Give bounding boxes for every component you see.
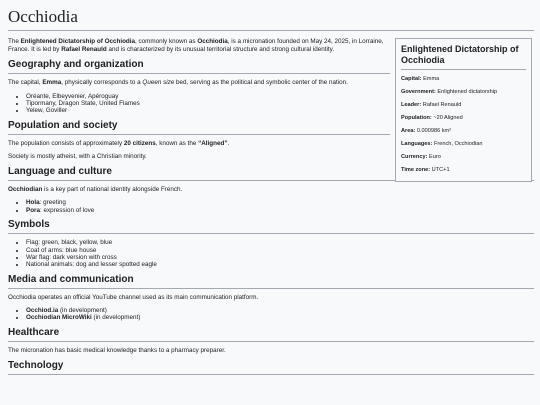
infobox-value: Rafael Renauld [421,102,462,108]
population-text-2: , known as the [155,139,199,147]
religion-paragraph: Society is mostly atheist, with a Christian minority. [8,153,147,161]
intro-text-4: and is characterized by its unusual territorial structure and strong cultural identity. [106,46,335,54]
infobox-label: Languages: [401,141,433,147]
language-paragraph [8,186,534,194]
intro-bold-official-name: Enlightened Dictatorship of Occhiodia [20,38,136,45]
infobox-title: Enlightened Dictatorship of Occhiodia [401,44,526,70]
section-heading-healthcare: Healthcare [8,327,534,342]
media-list [8,307,534,322]
geography-text-2: , physically corresponds to a [61,79,143,87]
section-heading-technology: Technology [8,360,534,375]
infobox-row-currency [401,151,526,164]
infobox-row-area [401,125,526,138]
infobox-value: ~20 Aligned [431,115,463,121]
infobox-label: Currency: [401,154,428,160]
vocabulary-list [8,199,534,214]
infobox-row-government [401,86,526,99]
vocab-meaning: : greeting [39,199,66,207]
list-item: • Tipormany, Dragon State, United Flames [26,100,534,107]
media-name: Occhiodian MicroWiki [26,314,92,322]
intro-text-2: , commonly known as [135,38,198,45]
media-note: (in development) [58,307,107,315]
geography-text-1: The capital, [8,79,43,87]
population-text-3: . [227,139,230,147]
infobox-label: Leader: [401,102,422,108]
infobox-value: French, Occhiodian [432,141,483,147]
intro-text-3: , is a micronation founded on May 24, 2025, in Lorraine, France. It is led by [8,38,384,54]
vocab-word: Hola [26,199,40,207]
healthcare-paragraph: The micronation has basic medical knowledge thanks to a pharmacy preparer. [8,346,226,354]
infobox-value: Euro [427,154,441,160]
symbols-list [8,239,534,269]
intro-bold-short-name: Occhiodia [197,38,228,45]
infobox-label: Time zone: [401,167,431,173]
media-name: Occhiod.ia [26,307,59,315]
list-item: • War flag: dark version with cross [26,254,534,261]
page-title: Occhiodia [8,6,534,31]
geography-text-3: bed, serving as the political and symbolic center of the nation. [174,79,348,87]
section-heading-geography: Geography and organization [8,59,390,74]
list-item: • Yelew, Goviller [26,107,534,114]
vocab-word: Pora [26,206,40,214]
infobox-value: Emma [421,76,440,82]
intro-paragraph [8,38,394,54]
infobox-row-languages [401,138,526,151]
population-count: 20 citizens [123,139,156,147]
geography-bed-size: Queen size [142,79,175,87]
population-text-1: The population consists of approximately [8,139,124,147]
infobox-label: Capital: [401,76,422,82]
list-item [26,314,534,321]
intro-text-1: The [8,38,21,45]
section-heading-language: Language and culture [8,166,534,181]
infobox-label: Government: [401,89,436,95]
geography-capital: Emma [42,79,62,87]
language-text: is a key part of national identity alongside French. [42,186,183,194]
infobox-label: Population: [401,115,432,121]
media-paragraph: Occhiodia operates an official YouTube channel used as its main communication platform. [8,293,259,301]
intro-bold-leader: Rafael Renauld [61,46,107,54]
list-item [26,307,534,314]
infobox-row-timezone [401,164,526,177]
list-item: • Coat of arms: blue house [26,247,534,254]
list-item: • Flag: green, black, yellow, blue [26,239,534,246]
population-demonym: “Aligned” [198,139,228,147]
infobox-value: Enlightened dictatorship [435,89,498,95]
infobox [395,38,532,182]
infobox-value: 0.000986 km² [415,128,452,134]
infobox-row-population [401,112,526,125]
section-heading-symbols: Symbols [8,219,534,234]
list-item [26,207,534,214]
infobox-row-leader [401,99,526,112]
infobox-value: UTC+1 [430,167,450,173]
section-heading-media: Media and communication [8,274,534,289]
list-item [26,199,534,206]
infobox-label: Area: [401,128,416,134]
section-heading-population: Population and society [8,120,390,135]
vocab-meaning: : expression of love [40,206,95,214]
language-name: Occhiodian [8,186,43,194]
infobox-row-capital [401,73,526,86]
list-item: • National animals: dog and lesser spotted eagle [26,261,534,268]
list-item: • Oréante, Elbeyvenier, Apéroguay [26,93,534,100]
media-note: (in development) [91,314,141,322]
